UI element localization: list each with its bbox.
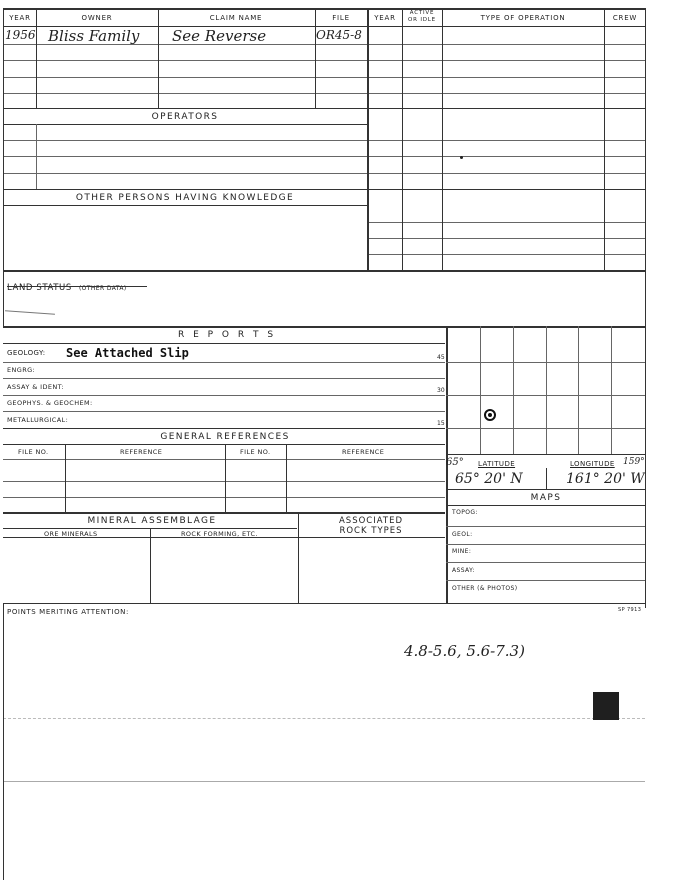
header-claim-name: CLAIM NAME: [209, 14, 263, 22]
header-owner: OWNER: [81, 14, 113, 22]
gen-ref-file-no-1: FILE NO.: [18, 448, 49, 456]
associated-heading: ASSOCIATED: [338, 516, 404, 526]
header-active: ACTIVE: [409, 10, 435, 16]
coords-bottom-line: [446, 489, 645, 490]
maps-other-label: OTHER (& PHOTOS): [452, 585, 518, 592]
longitude-label: LONGITUDE: [570, 460, 615, 468]
land-status-underline: [7, 286, 147, 287]
scale-30: 30: [437, 387, 445, 394]
assay-ident-label: ASSAY & IDENT:: [7, 383, 64, 391]
general-references-heading: GENERAL REFERENCES: [160, 432, 290, 442]
lon-prefix: 159°: [623, 457, 645, 467]
points-meriting-label: POINTS MERITING ATTENTION:: [7, 608, 129, 616]
geology-label: GEOLOGY:: [7, 349, 46, 357]
record-claim-name: See Reverse: [172, 27, 267, 45]
land-status-stroke: [5, 310, 55, 314]
scan-mark-square: [593, 692, 619, 720]
land-status-label: [7, 275, 127, 294]
gen-ref-file-no-2: FILE NO.: [240, 448, 271, 456]
record-owner: Bliss Family: [48, 27, 140, 45]
engrg-label: ENGRG:: [7, 366, 36, 374]
operators-heading: OPERATORS: [151, 112, 219, 122]
lat-prefix: 65°: [446, 457, 464, 468]
form-number: SP 7913: [618, 607, 642, 613]
reports-heading: R E P O R T S: [177, 330, 277, 340]
dot-mark: [460, 156, 463, 159]
other-persons-heading: OTHER PERSONS HAVING KNOWLEDGE: [75, 193, 295, 203]
ore-minerals-label: ORE MINERALS: [44, 530, 98, 538]
header-crew: CREW: [612, 14, 638, 22]
header-year: YEAR: [9, 14, 31, 22]
rock-forming-label: ROCK FORMING, ETC.: [181, 530, 258, 538]
header-year-2: YEAR: [374, 14, 396, 22]
geophys-label: GEOPHYS. & GEOCHEM:: [7, 399, 93, 407]
metallurgical-label: METALLURGICAL:: [7, 416, 69, 424]
longitude-value: 161° 20' W: [566, 471, 645, 487]
scale-15: 15: [437, 420, 445, 427]
faint-line-2: [3, 781, 645, 782]
rock-types-heading: ROCK TYPES: [339, 526, 403, 536]
latitude-value: 65° 20' N: [455, 471, 523, 487]
maps-geol-label: GEOL:: [452, 531, 473, 538]
scale-45: 45: [437, 354, 445, 361]
gen-ref-reference-2: REFERENCE: [342, 448, 385, 456]
record-year: 1956: [5, 28, 36, 42]
header-type-of-operation: TYPE OF OPERATION: [480, 14, 566, 22]
gen-ref-reference-1: REFERENCE: [120, 448, 163, 456]
coords-divider: [546, 468, 547, 489]
land-status-subtitle: (OTHER DATA): [78, 285, 127, 292]
record-file: OR45-8: [316, 28, 362, 42]
geology-value: See Attached Slip: [66, 346, 189, 360]
land-status-title: LAND STATUS: [7, 283, 72, 293]
maps-topog-label: TOPOG:: [452, 509, 478, 516]
maps-assay-label: ASSAY:: [452, 567, 475, 574]
maps-mine-label: MINE:: [452, 548, 472, 555]
latitude-label: LATITUDE: [478, 460, 516, 468]
mineral-assemblage-heading: MINERAL ASSEMBLAGE: [87, 516, 217, 526]
handwritten-note: 4.8-5.6, 5.6-7.3): [404, 642, 525, 660]
header-file: FILE: [332, 14, 350, 22]
maps-heading: MAPS: [530, 493, 562, 503]
faint-line-1: [3, 718, 645, 719]
left-margin-line: [3, 603, 4, 880]
location-marker-icon: [484, 409, 496, 421]
header-or-idle: OR IDLE: [408, 17, 436, 23]
